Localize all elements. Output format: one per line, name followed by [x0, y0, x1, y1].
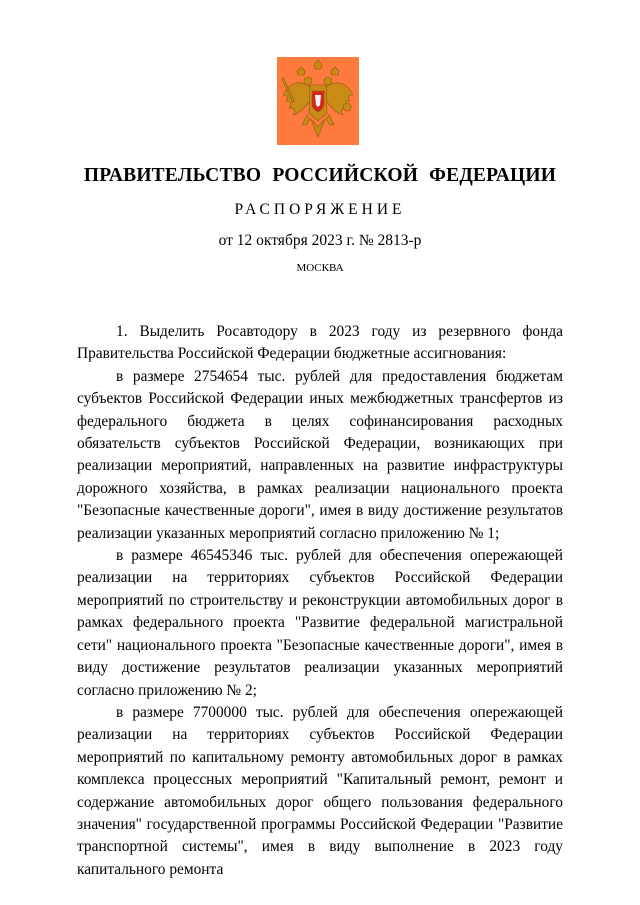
document-body: [77, 321, 563, 881]
paragraph: в размере 46545346 тыс. рублей для обеспечения опережающей реализации на территориях субъектов Российской Федерации мероприятий по строительству и реконструкции автомобильных дорог в рамках федерального проекта "Развитие федеральной магистральной сети" национального проекта "Безопасные качественные дороги", имея в виду достижение результатов реализации указанных мероприятий согласно приложению № 2;: [77, 547, 563, 699]
document-type: РАСПОРЯЖЕНИЕ: [234, 201, 406, 218]
paragraph: в размере 2754654 тыс. рублей для предоставления бюджетам субъектов Российской Федерации иных межбюджетных трансфертов из федерального бюджета в целях софинансирования расходных обязательств субъектов Российской Федерации, возникающих при реализации мероприятий, направленных на развитие инфраструктуры дорожного хозяйства, в рамках реализации национального проекта "Безопасные качественные дороги", имея в виду достижение результатов реализации указанных мероприятий согласно приложению № 1;: [77, 367, 563, 542]
document-city: МОСКВА: [296, 262, 344, 274]
paragraph: 1. Выделить Росавтодору в 2023 году из резервного фонда Правительства Российской Федерации бюджетные ассигнования:: [77, 323, 563, 363]
russian-coat-of-arms-icon: [277, 57, 359, 145]
government-title: ПРАВИТЕЛЬСТВО РОССИЙСКОЙ ФЕДЕРАЦИИ: [83, 165, 557, 186]
paragraph: в размере 7700000 тыс. рублей для обеспечения опережающей реализации на территориях субъектов Российской Федерации мероприятий по капитальному ремонту автомобильных дорог в рамках комплекса процессных мероприятий "Капитальный ремонт, ремонт и содержание автомобильных дорог общего пользования федерального значения" государственной программы Российской Федерации "Развитие транспортной системы", имея в виду выполнение в 2023 году капитального ремонта: [77, 703, 563, 878]
document-date-number: от 12 октября 2023 г. № 2813-р: [218, 232, 422, 249]
